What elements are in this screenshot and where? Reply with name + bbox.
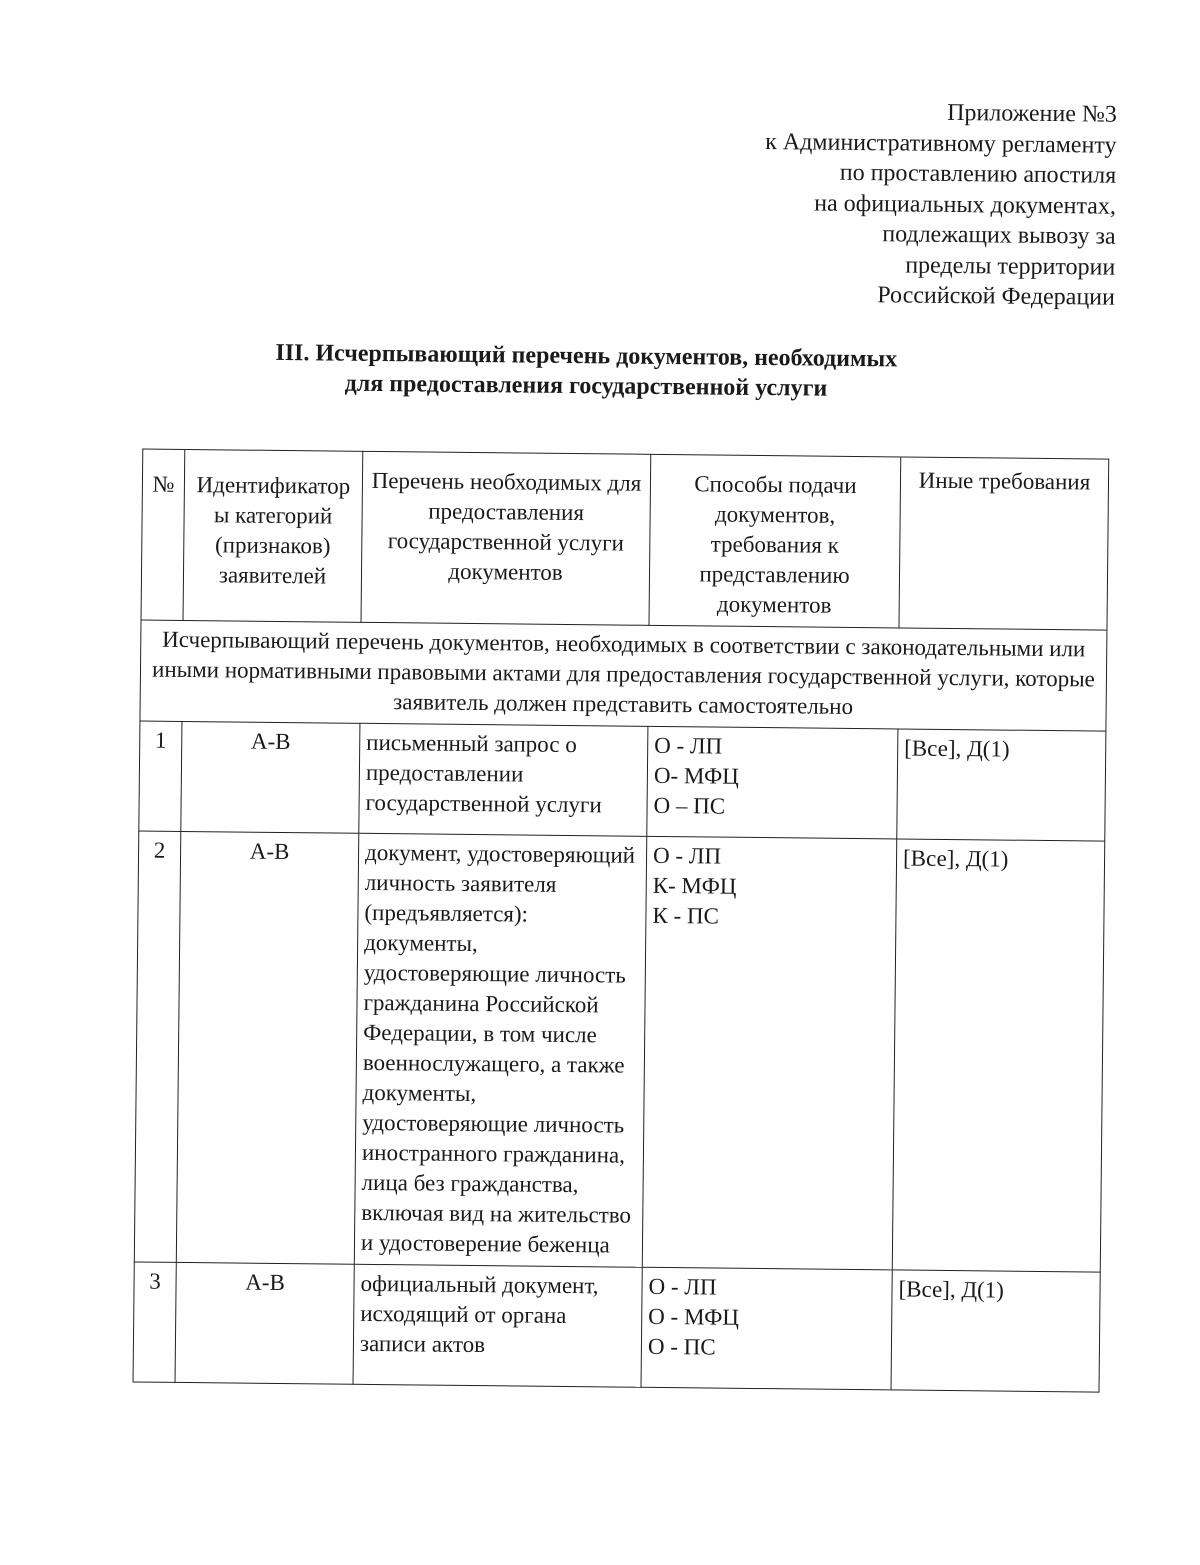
documents-table [133, 449, 1110, 1393]
method-line: О- МФЦ [653, 762, 739, 789]
span-row-text: Исчерпывающий перечень документов, необходимых в соответствии с законодательными или иными нормативными правовыми актами для предоставления государственной услуги, которые заявитель должен представить самостоятельно [140, 620, 1107, 731]
appendix-line: Российской Федерации [877, 282, 1116, 311]
appendix-line: подлежащих вывозу за [882, 221, 1116, 250]
table-row [139, 721, 1106, 841]
method-line: О – ПС [653, 792, 726, 819]
appendix-line: к Административному регламенту [765, 128, 1117, 159]
row-methods [641, 1267, 892, 1390]
row-document: официальный документ, исходящий от органа записи актов [353, 1264, 642, 1387]
method-line: О - МФЦ [648, 1303, 740, 1330]
header-documents: Перечень необходимых для предоставления государственной услуги документов [361, 451, 651, 625]
row-category: А-В [176, 831, 359, 1264]
header-category: Идентификаторы категорий (признаков) заявителей [183, 449, 363, 622]
method-line: К- МФЦ [652, 872, 737, 899]
section-title [166, 337, 1007, 406]
row-document: письменный запрос о предоставлении государственной услуги [359, 723, 648, 836]
row-category: А-В [175, 1262, 354, 1384]
header-other: Иные требования [899, 457, 1109, 630]
row-requirements: [Все], Д(1) [892, 839, 1105, 1272]
method-line: О - ЛП [654, 732, 723, 759]
table-span-row [140, 620, 1107, 731]
section-title-line: III. Исчерпывающий перечень документов, необходимых [275, 339, 898, 373]
method-line: О - ПС [647, 1333, 716, 1360]
row-num: 1 [139, 721, 182, 831]
appendix-line: по проставлению апостиля [839, 159, 1117, 189]
table-row [134, 831, 1104, 1272]
method-line: О - ЛП [652, 842, 722, 869]
row-requirements: [Все], Д(1) [897, 729, 1106, 841]
row-document: документ, удостоверяющий личность заявителя (предъявляется): документы, удостоверяющие личность гражданина Российской Федерации, в том числе военнослужащего, а также документы, удостоверяющие личность иностранного гражданина, лица без гражданства, включая вид на жительство и удостоверение беженца [354, 833, 646, 1267]
row-methods [642, 836, 896, 1270]
method-line: К - ПС [652, 902, 720, 929]
row-num: 3 [133, 1262, 176, 1382]
row-methods [647, 726, 898, 839]
method-line: О - ЛП [648, 1273, 717, 1300]
row-requirements: [Все], Д(1) [891, 1270, 1100, 1392]
appendix-line: на официальных документах, [814, 190, 1117, 220]
header-methods: Способы подачи документов, требования к представлению документов [649, 454, 901, 628]
appendix-line: Приложение №3 [947, 99, 1117, 128]
table-header-row [141, 449, 1109, 630]
row-category: А-В [181, 721, 360, 833]
appendix-line: пределы территории [905, 251, 1116, 281]
section-title-line: для предоставления государственной услуги [344, 370, 828, 402]
header-num: № [141, 449, 185, 620]
appendix-header [763, 96, 1117, 313]
table-row [133, 1262, 1100, 1392]
row-num: 2 [134, 831, 181, 1262]
